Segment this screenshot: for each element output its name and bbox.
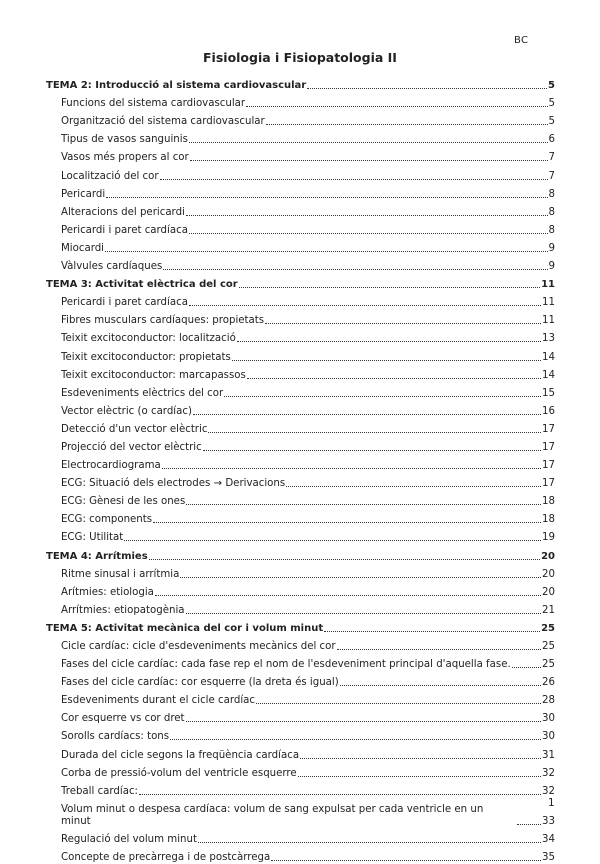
- toc-section-row[interactable]: [46, 743, 555, 761]
- toc-entry-page: 33: [542, 815, 555, 827]
- toc-section-row[interactable]: [46, 846, 555, 864]
- toc-entry-label: ECG: Situació dels electrodes → Derivacions: [61, 478, 286, 490]
- toc-entry-page: 17: [542, 460, 555, 472]
- toc-entry-label: Vector elèctric (o cardíac): [61, 405, 192, 417]
- dot-leader: [162, 468, 541, 469]
- toc-section-row[interactable]: [46, 164, 555, 182]
- dot-leader: [186, 215, 548, 216]
- toc-section-row[interactable]: [46, 291, 555, 309]
- toc-entry-page: 20: [542, 568, 555, 580]
- toc-entry-label: ECG: components: [61, 514, 153, 526]
- toc-entry-page: 34: [542, 833, 555, 845]
- toc-entry-page: 6: [548, 134, 555, 146]
- dot-leader: [239, 287, 540, 288]
- toc-section-row[interactable]: [46, 508, 555, 526]
- toc-entry-page: 15: [542, 387, 555, 399]
- toc-section-row[interactable]: [46, 828, 555, 846]
- toc-entry-label: Vàlvules cardíaques: [61, 261, 163, 273]
- toc-section-row[interactable]: [46, 382, 555, 400]
- toc-entry-page: 25: [542, 641, 555, 652]
- toc-entry-label: Fibres musculars cardíaques: propietats: [61, 315, 265, 327]
- toc-section-row[interactable]: [46, 183, 555, 201]
- toc-entry-page: 8: [548, 188, 555, 200]
- dot-leader: [340, 685, 541, 686]
- toc-entry-label: Arítmies: etiologia: [61, 586, 154, 598]
- toc-entry-label: Teixit excitoconductor: localització: [61, 333, 236, 345]
- toc-section-row[interactable]: [46, 255, 555, 273]
- dot-leader: [307, 88, 547, 89]
- toc-section-row[interactable]: [46, 364, 555, 382]
- toc-entry-page: 30: [542, 731, 555, 743]
- toc-entry-page: 16: [542, 405, 555, 417]
- toc-section-row[interactable]: [46, 436, 555, 454]
- toc-entry-page: 21: [542, 604, 555, 616]
- toc-entry-page: 19: [542, 532, 555, 544]
- toc-section-row[interactable]: [46, 599, 555, 617]
- toc-entry-label: Pericardi i paret cardíaca: [61, 224, 188, 236]
- toc-entry-page: 9: [548, 242, 555, 254]
- toc-section-row[interactable]: [46, 345, 555, 363]
- toc-entry-page: 26: [542, 677, 555, 689]
- dot-leader: [237, 341, 541, 342]
- dot-leader: [189, 142, 548, 143]
- dot-leader: [193, 414, 541, 415]
- toc-entry-page: 17: [542, 423, 555, 435]
- toc-chapter-row[interactable]: [46, 273, 555, 291]
- dot-leader: [256, 703, 541, 704]
- toc-entry-label: TEMA 3: Activitat elèctrica del cor: [46, 279, 238, 291]
- toc-entry-page: 8: [548, 206, 555, 218]
- toc-chapter-row[interactable]: [46, 74, 555, 92]
- toc-entry-page: 32: [542, 767, 555, 779]
- toc-entry-page: 20: [541, 550, 555, 562]
- toc-entry-page: 8: [548, 224, 555, 236]
- dot-leader: [189, 305, 541, 306]
- toc-entry-label: Volum minut o despesa cardíaca: volum de sang expulsat per cada ventricle en un minut: [61, 803, 484, 827]
- dot-leader: [198, 842, 541, 843]
- toc-section-row[interactable]: [46, 635, 555, 653]
- toc-section-row[interactable]: [46, 780, 555, 798]
- toc-entry-page: 11: [542, 315, 555, 327]
- toc-entry-label: Treball cardíac:: [61, 785, 138, 797]
- toc-entry-page: 9: [548, 261, 555, 273]
- toc-chapter-row[interactable]: [46, 544, 555, 562]
- toc-section-row[interactable]: [46, 671, 555, 689]
- toc-section-row[interactable]: [46, 237, 555, 255]
- dot-leader: [105, 251, 548, 252]
- dot-leader: [124, 540, 541, 541]
- dot-leader: [186, 613, 542, 614]
- toc-entry-label: Localització del cor: [61, 170, 159, 182]
- toc-entry-page: 13: [542, 333, 555, 345]
- toc-section-row[interactable]: [46, 581, 555, 599]
- toc-entry-label: Cor esquerre vs cor dret: [61, 713, 185, 725]
- toc-section-row[interactable]: [46, 454, 555, 472]
- toc-entry-label: Teixit excitoconductor: marcapassos: [61, 369, 246, 381]
- toc-entry-page: 14: [542, 351, 555, 363]
- toc-entry-page: 20: [542, 586, 555, 598]
- toc-entry-page: 7: [548, 152, 555, 164]
- dot-leader: [286, 486, 541, 487]
- toc-entry-label: Durada del cicle segons la freqüència cardíaca: [61, 749, 300, 761]
- dot-leader: [298, 776, 541, 777]
- toc-entry-page: 14: [542, 369, 555, 381]
- toc-entry-label: Ritme sinusal i arrítmia: [61, 568, 180, 580]
- dot-leader: [265, 323, 541, 324]
- toc-entry-label: TEMA 4: Arrítmies: [46, 550, 148, 562]
- table-of-contents: [46, 74, 555, 864]
- toc-section-row[interactable]: [46, 110, 555, 128]
- dot-leader: [163, 269, 547, 270]
- dot-leader: [170, 739, 541, 740]
- toc-section-row[interactable]: [46, 762, 555, 780]
- toc-entry-label: TEMA 5: Activitat mecànica del cor i volum minut: [46, 622, 324, 634]
- dot-leader: [247, 378, 541, 379]
- dot-leader: [517, 824, 541, 825]
- toc-entry-label: Miocardi: [61, 242, 105, 254]
- toc-entry-label: Detecció d'un vector elèctric: [61, 423, 208, 435]
- toc-entry-page: 25: [542, 659, 555, 671]
- dot-leader: [246, 106, 547, 107]
- dot-leader: [271, 860, 541, 861]
- toc-entry-label: Fases del cicle cardíac: cada fase rep el nom de l'esdeveniment principal d'aquella fase.: [61, 659, 511, 671]
- toc-section-row[interactable]: [46, 92, 555, 110]
- toc-section-row[interactable]: [46, 653, 555, 671]
- toc-entry-page: 31: [542, 749, 555, 761]
- toc-entry-page: 7: [548, 170, 555, 182]
- dot-leader: [180, 577, 541, 578]
- dot-leader: [190, 160, 548, 161]
- dot-leader: [149, 559, 540, 560]
- dot-leader: [203, 450, 541, 451]
- toc-entry-label: Esdeveniments elèctrics del cor: [61, 387, 224, 399]
- dot-leader: [139, 794, 541, 795]
- toc-section-row[interactable]: [46, 563, 555, 581]
- author-initials: BC: [514, 35, 529, 46]
- toc-entry-label: Arrítmies: etiopatogènia: [61, 604, 185, 616]
- toc-entry-label: Corba de pressió-volum del ventricle esquerre: [61, 767, 297, 779]
- dot-leader: [337, 649, 541, 650]
- toc-entry-label: ECG: Gènesi de les ones: [61, 496, 186, 508]
- dot-leader: [186, 504, 541, 505]
- toc-entry-page: 11: [541, 279, 555, 291]
- toc-entry-label: Pericardi i paret cardíaca: [61, 297, 188, 309]
- dot-leader: [512, 667, 541, 668]
- toc-section-row[interactable]: [46, 725, 555, 743]
- dot-leader: [266, 124, 548, 125]
- dot-leader: [324, 631, 540, 632]
- dot-leader: [186, 721, 541, 722]
- dot-leader: [224, 396, 541, 397]
- toc-entry-label: Teixit excitoconductor: propietats: [61, 351, 231, 363]
- toc-section-row[interactable]: [46, 128, 555, 146]
- toc-section-row[interactable]: [46, 689, 555, 707]
- dot-leader: [160, 179, 548, 180]
- toc-section-row[interactable]: [46, 201, 555, 219]
- toc-entry-label: Sorolls cardíacs: tons: [61, 731, 170, 743]
- toc-entry-label: TEMA 2: Introducció al sistema cardiovascular: [46, 80, 307, 92]
- toc-entry-page: 5: [548, 80, 555, 92]
- toc-section-row[interactable]: [46, 707, 555, 725]
- document-title: Fisiologia i Fisiopatologia II: [203, 50, 397, 65]
- toc-entry-label: Cicle cardíac: cicle d'esdeveniments mecànics del cor: [61, 641, 336, 652]
- toc-entry-page: 18: [542, 496, 555, 508]
- toc-entry-label: Pericardi: [61, 188, 106, 200]
- toc-section-row[interactable]: [46, 400, 555, 418]
- toc-entry-page: 11: [542, 297, 555, 309]
- toc-entry-page: 5: [548, 98, 555, 110]
- dot-leader: [208, 432, 541, 433]
- toc-entry-page: 28: [542, 695, 555, 707]
- dot-leader: [106, 197, 547, 198]
- toc-entry-label: Regulació del volum minut: [61, 833, 197, 845]
- toc-section-row[interactable]: [46, 798, 555, 828]
- toc-entry-label: Organització del sistema cardiovascular: [61, 116, 265, 128]
- toc-section-row[interactable]: [46, 219, 555, 237]
- toc-entry-page: 32: [542, 785, 555, 797]
- toc-entry-label: Funcions del sistema cardiovascular: [61, 98, 246, 110]
- toc-entry-label: Concepte de precàrrega i de postcàrrega: [61, 851, 271, 863]
- dot-leader: [155, 595, 541, 596]
- dot-leader: [300, 758, 541, 759]
- toc-entry-page: 35: [542, 851, 555, 863]
- dot-leader: [232, 360, 541, 361]
- toc-section-row[interactable]: [46, 418, 555, 436]
- toc-entry-page: 25: [541, 622, 555, 634]
- toc-entry-page: 5: [548, 116, 555, 128]
- toc-entry-page: 30: [542, 713, 555, 725]
- toc-entry-label: ECG: Utilitat: [61, 532, 124, 544]
- toc-section-row[interactable]: [46, 327, 555, 345]
- toc-entry-page: 17: [542, 478, 555, 490]
- toc-entry-label: Esdeveniments durant el cicle cardíac: [61, 695, 255, 707]
- toc-entry-page: 18: [542, 514, 555, 526]
- toc-entry-page: 17: [542, 441, 555, 453]
- toc-section-row[interactable]: [46, 490, 555, 508]
- toc-section-row[interactable]: [46, 309, 555, 327]
- toc-entry-label: Electrocardiograma: [61, 460, 161, 472]
- dot-leader: [189, 233, 548, 234]
- toc-section-row[interactable]: [46, 472, 555, 490]
- toc-entry-label: Alteracions del pericardi: [61, 206, 185, 218]
- toc-chapter-row[interactable]: [46, 617, 555, 635]
- toc-entry-label: Tipus de vasos sanguinis: [61, 134, 188, 146]
- toc-entry-label: Fases del cicle cardíac: cor esquerre (la dreta és igual): [61, 677, 339, 689]
- page-number: 1: [548, 797, 555, 809]
- dot-leader: [153, 522, 541, 523]
- toc-section-row[interactable]: [46, 526, 555, 544]
- toc-entry-label: Vasos més propers al cor: [61, 152, 189, 164]
- toc-entry-label: Projecció del vector elèctric: [61, 441, 202, 453]
- toc-section-row[interactable]: [46, 146, 555, 164]
